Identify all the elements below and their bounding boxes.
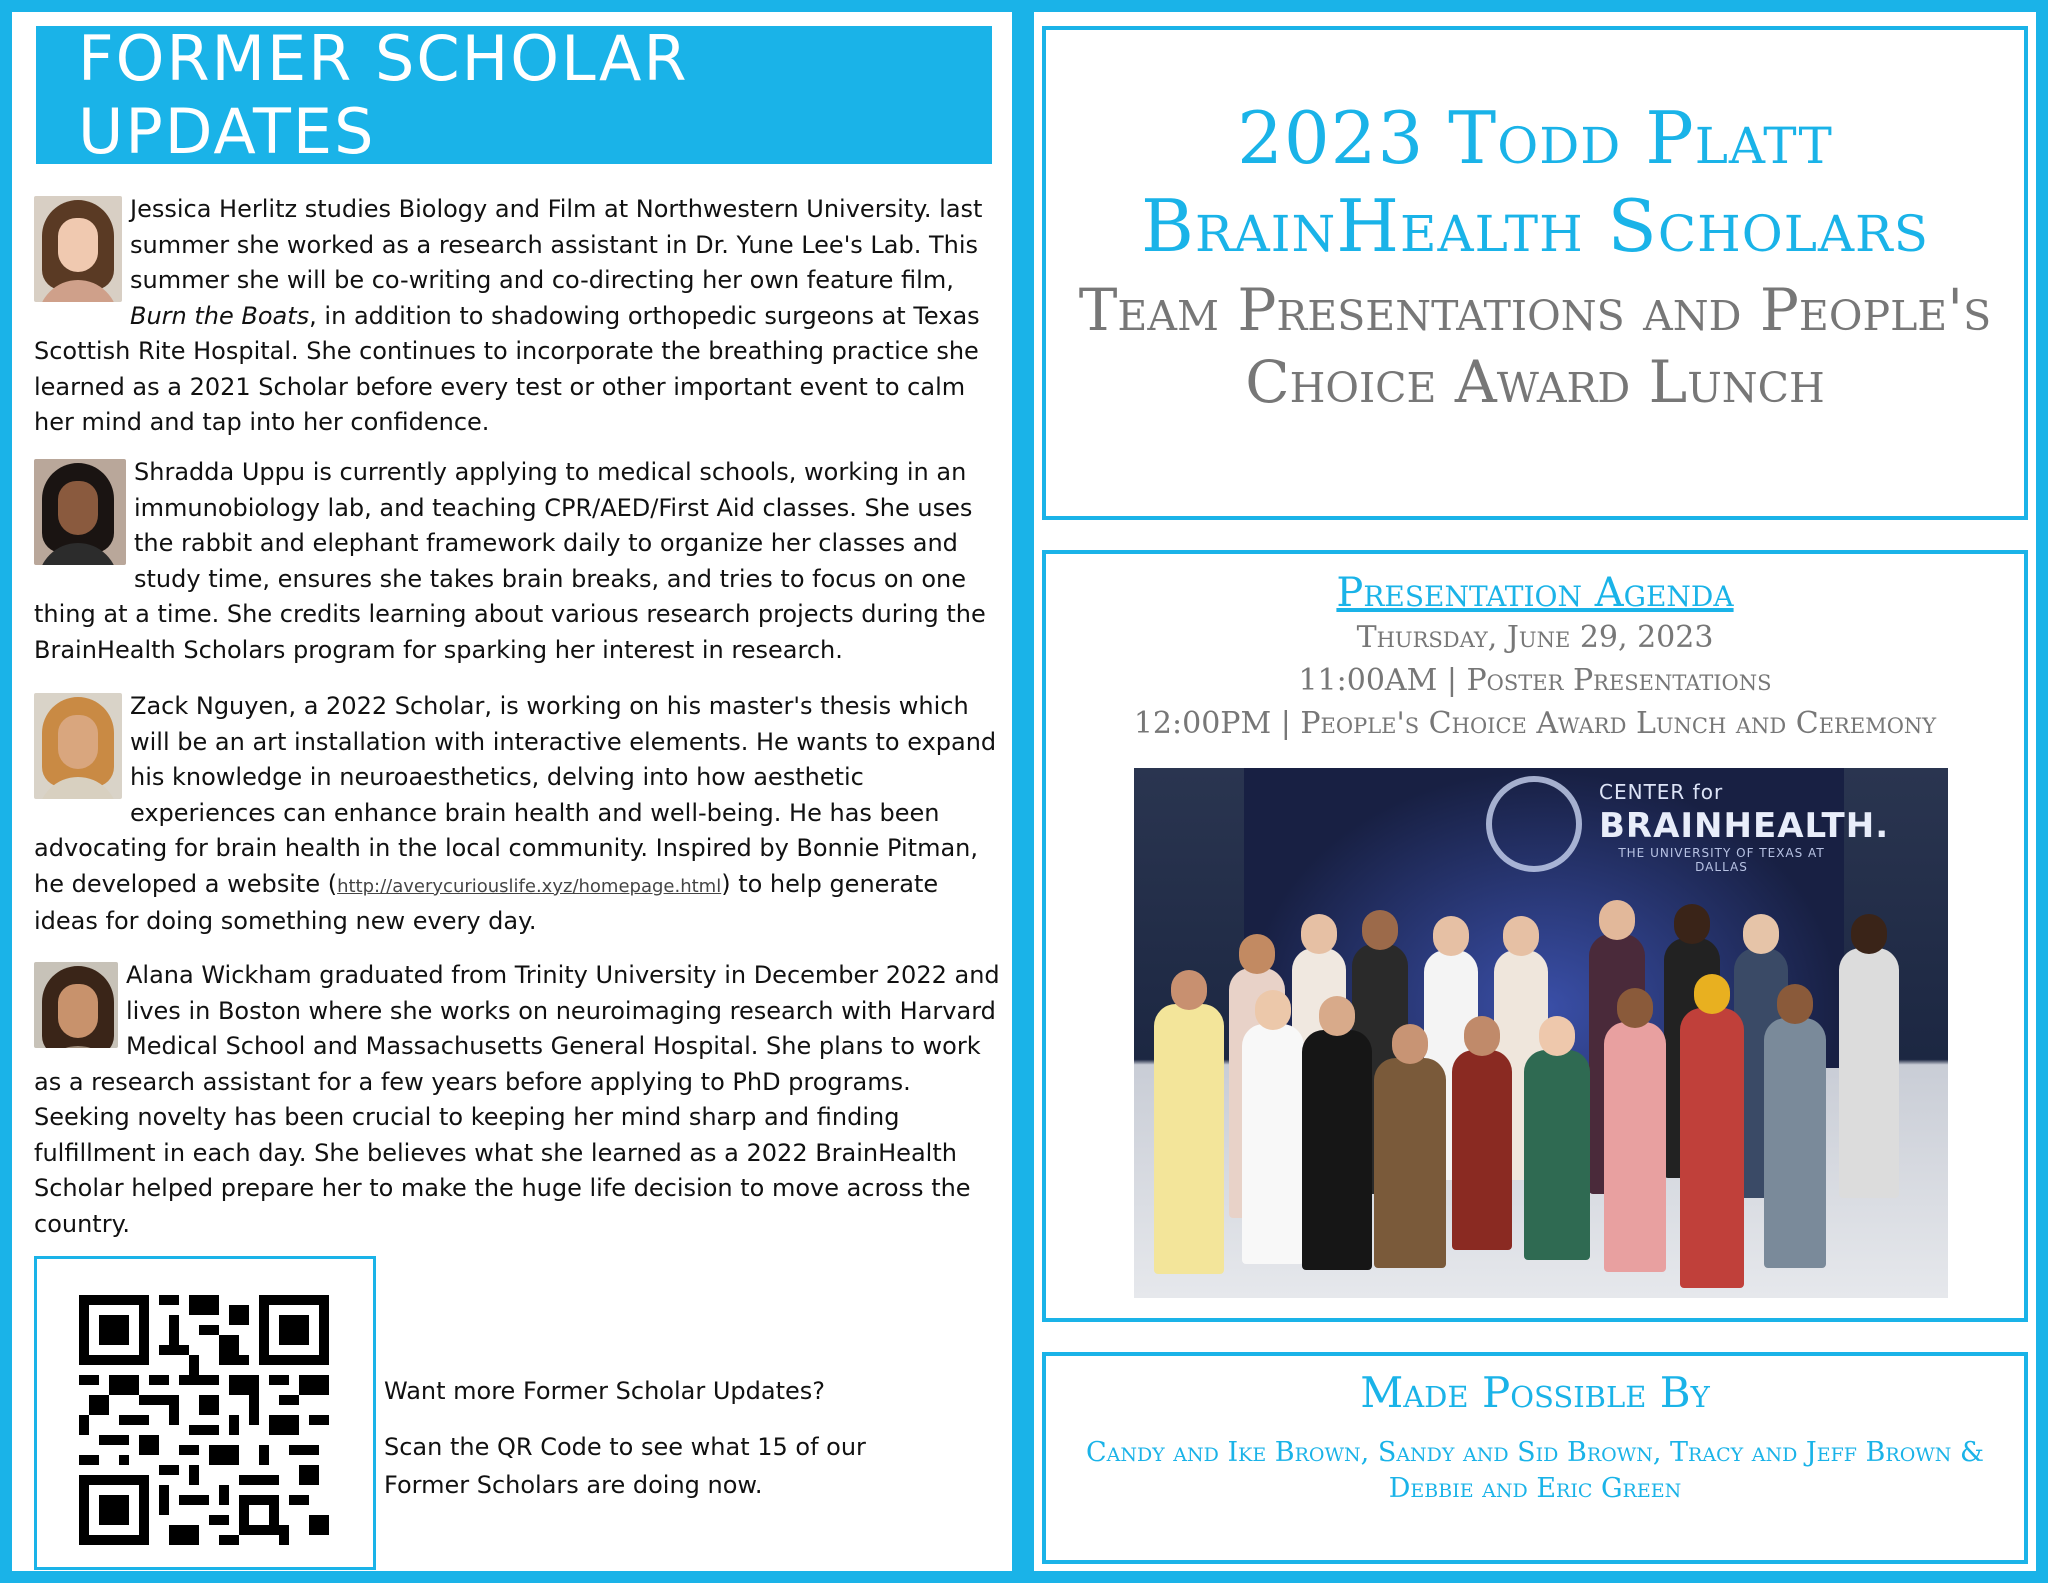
agenda-box [1042, 550, 2028, 1322]
agenda-item-lunch: 12:00PM | People's Choice Award Lunch and Ceremony [1133, 706, 1937, 741]
update-alana [34, 958, 1006, 1242]
person [1524, 1050, 1590, 1260]
program-column [1034, 12, 2036, 1571]
former-scholar-header [36, 22, 992, 168]
title-box [1042, 26, 2028, 520]
person [1680, 1008, 1744, 1288]
person [1839, 948, 1899, 1198]
person [1604, 1022, 1666, 1272]
qr-prompt: Want more Former Scholar Updates? [384, 1377, 826, 1405]
alana-photo [34, 962, 118, 1048]
zack-text-cont: ) to help generate ideas for doing something new every day. [34, 869, 939, 935]
qr-code-box [34, 1256, 376, 1570]
person [1374, 1058, 1446, 1268]
person [1764, 1018, 1826, 1268]
former-scholar-column [12, 12, 1012, 1571]
jessica-text: Jessica Herlitz studies Biology and Film at Northwestern University. last summer she worked as a research assistant in Dr. Yune Lee's Lab. This summer she will be co-writing and co-directing her own feature film, [130, 195, 983, 294]
person [1302, 1030, 1372, 1270]
update-jessica [34, 192, 1006, 441]
shradda-photo [34, 459, 126, 565]
sign-line1: CENTER for [1599, 780, 1724, 804]
former-scholar-title: FORMER SCHOLAR UPDATES [78, 22, 689, 168]
update-zack [34, 689, 1006, 940]
zack-photo [34, 693, 122, 799]
person [1452, 1050, 1512, 1250]
zack-text: Zack Nguyen, a 2022 Scholar, is working on his master's thesis which will be an art installation with interactive elements. He wants to expand his knowledge in neuroaesthetics, delving into how aesthetic experiences can enhance brain health and well-being. He has been advocating for brain health in the local community. Inspired by Bonnie Pitman, he developed a website ( [34, 692, 997, 898]
website-link[interactable]: http://averycuriouslife.xyz/homepage.html [337, 875, 722, 897]
group-photo [1134, 768, 1948, 1298]
jessica-text-cont: , in addition to shadowing orthopedic surgeons at Texas Scottish Rite Hospital. She continues to incorporate the breathing practice she learned as a 2021 Scholar before every test or other important event to calm her mind and tap into her confidence. [34, 301, 980, 436]
event-title-line1: 2023 Todd Platt [1237, 96, 1833, 180]
column-divider [1012, 0, 1034, 1583]
sponsor-heading: Made Possible By [1360, 1368, 1710, 1417]
sign-line2: BRAINHEALTH. [1599, 806, 1890, 846]
jessica-photo [34, 196, 122, 302]
event-subtitle: Team Presentations and People's Choice Award Lunch [1078, 276, 1992, 416]
agenda-heading: Presentation Agenda [1336, 570, 1734, 616]
shradda-text: Shradda Uppu is currently applying to medical schools, working in an immunobiology lab, and teaching CPR/AED/First Aid classes. She uses the rabbit and elephant framework daily to organize her classes and study time, ensures she takes brain breaks, and tries to focus on one thing at a time. She credits learning about various research projects during the BrainHealth Scholars program for sparking her interest in research. [34, 458, 986, 664]
person [1242, 1024, 1304, 1264]
person [1154, 1004, 1224, 1274]
sign-line3: THE UNIVERSITY OF TEXAS AT DALLAS [1618, 846, 1825, 874]
sponsor-names: Candy and Ike Brown, Sandy and Sid Brown, Tracy and Jeff Brown & Debbie and Eric Green [1085, 1437, 1985, 1504]
agenda-item-posters: 11:00AM | Poster Presentations [1298, 663, 1772, 698]
alana-text: Alana Wickham graduated from Trinity University in December 2022 and lives in Boston where she works on neuroimaging research with Harvard Medical School and Massachusetts General Hospital. She plans to work as a research assistant for a few years before applying to PhD programs. Seeking novelty has been crucial to keeping her mind sharp and finding fulfillment in each day. She believes what she learned as a 2022 BrainHealth Scholar helped prepare her to make the huge life decision to move across the country. [34, 961, 1000, 1238]
qr-code-icon[interactable] [79, 1295, 329, 1545]
agenda-date: Thursday, June 29, 2023 [1356, 620, 1714, 655]
update-shradda [34, 455, 1006, 668]
film-title: Burn the Boats [130, 301, 310, 330]
qr-text-block [384, 1372, 944, 1522]
brainhealth-logo-icon [1486, 776, 1582, 872]
event-title-line2: BrainHealth Scholars [1141, 184, 1929, 268]
qr-instruction: Scan the QR Code to see what 15 of our Former Scholars are doing now. [384, 1433, 866, 1499]
sponsor-box [1042, 1352, 2028, 1564]
